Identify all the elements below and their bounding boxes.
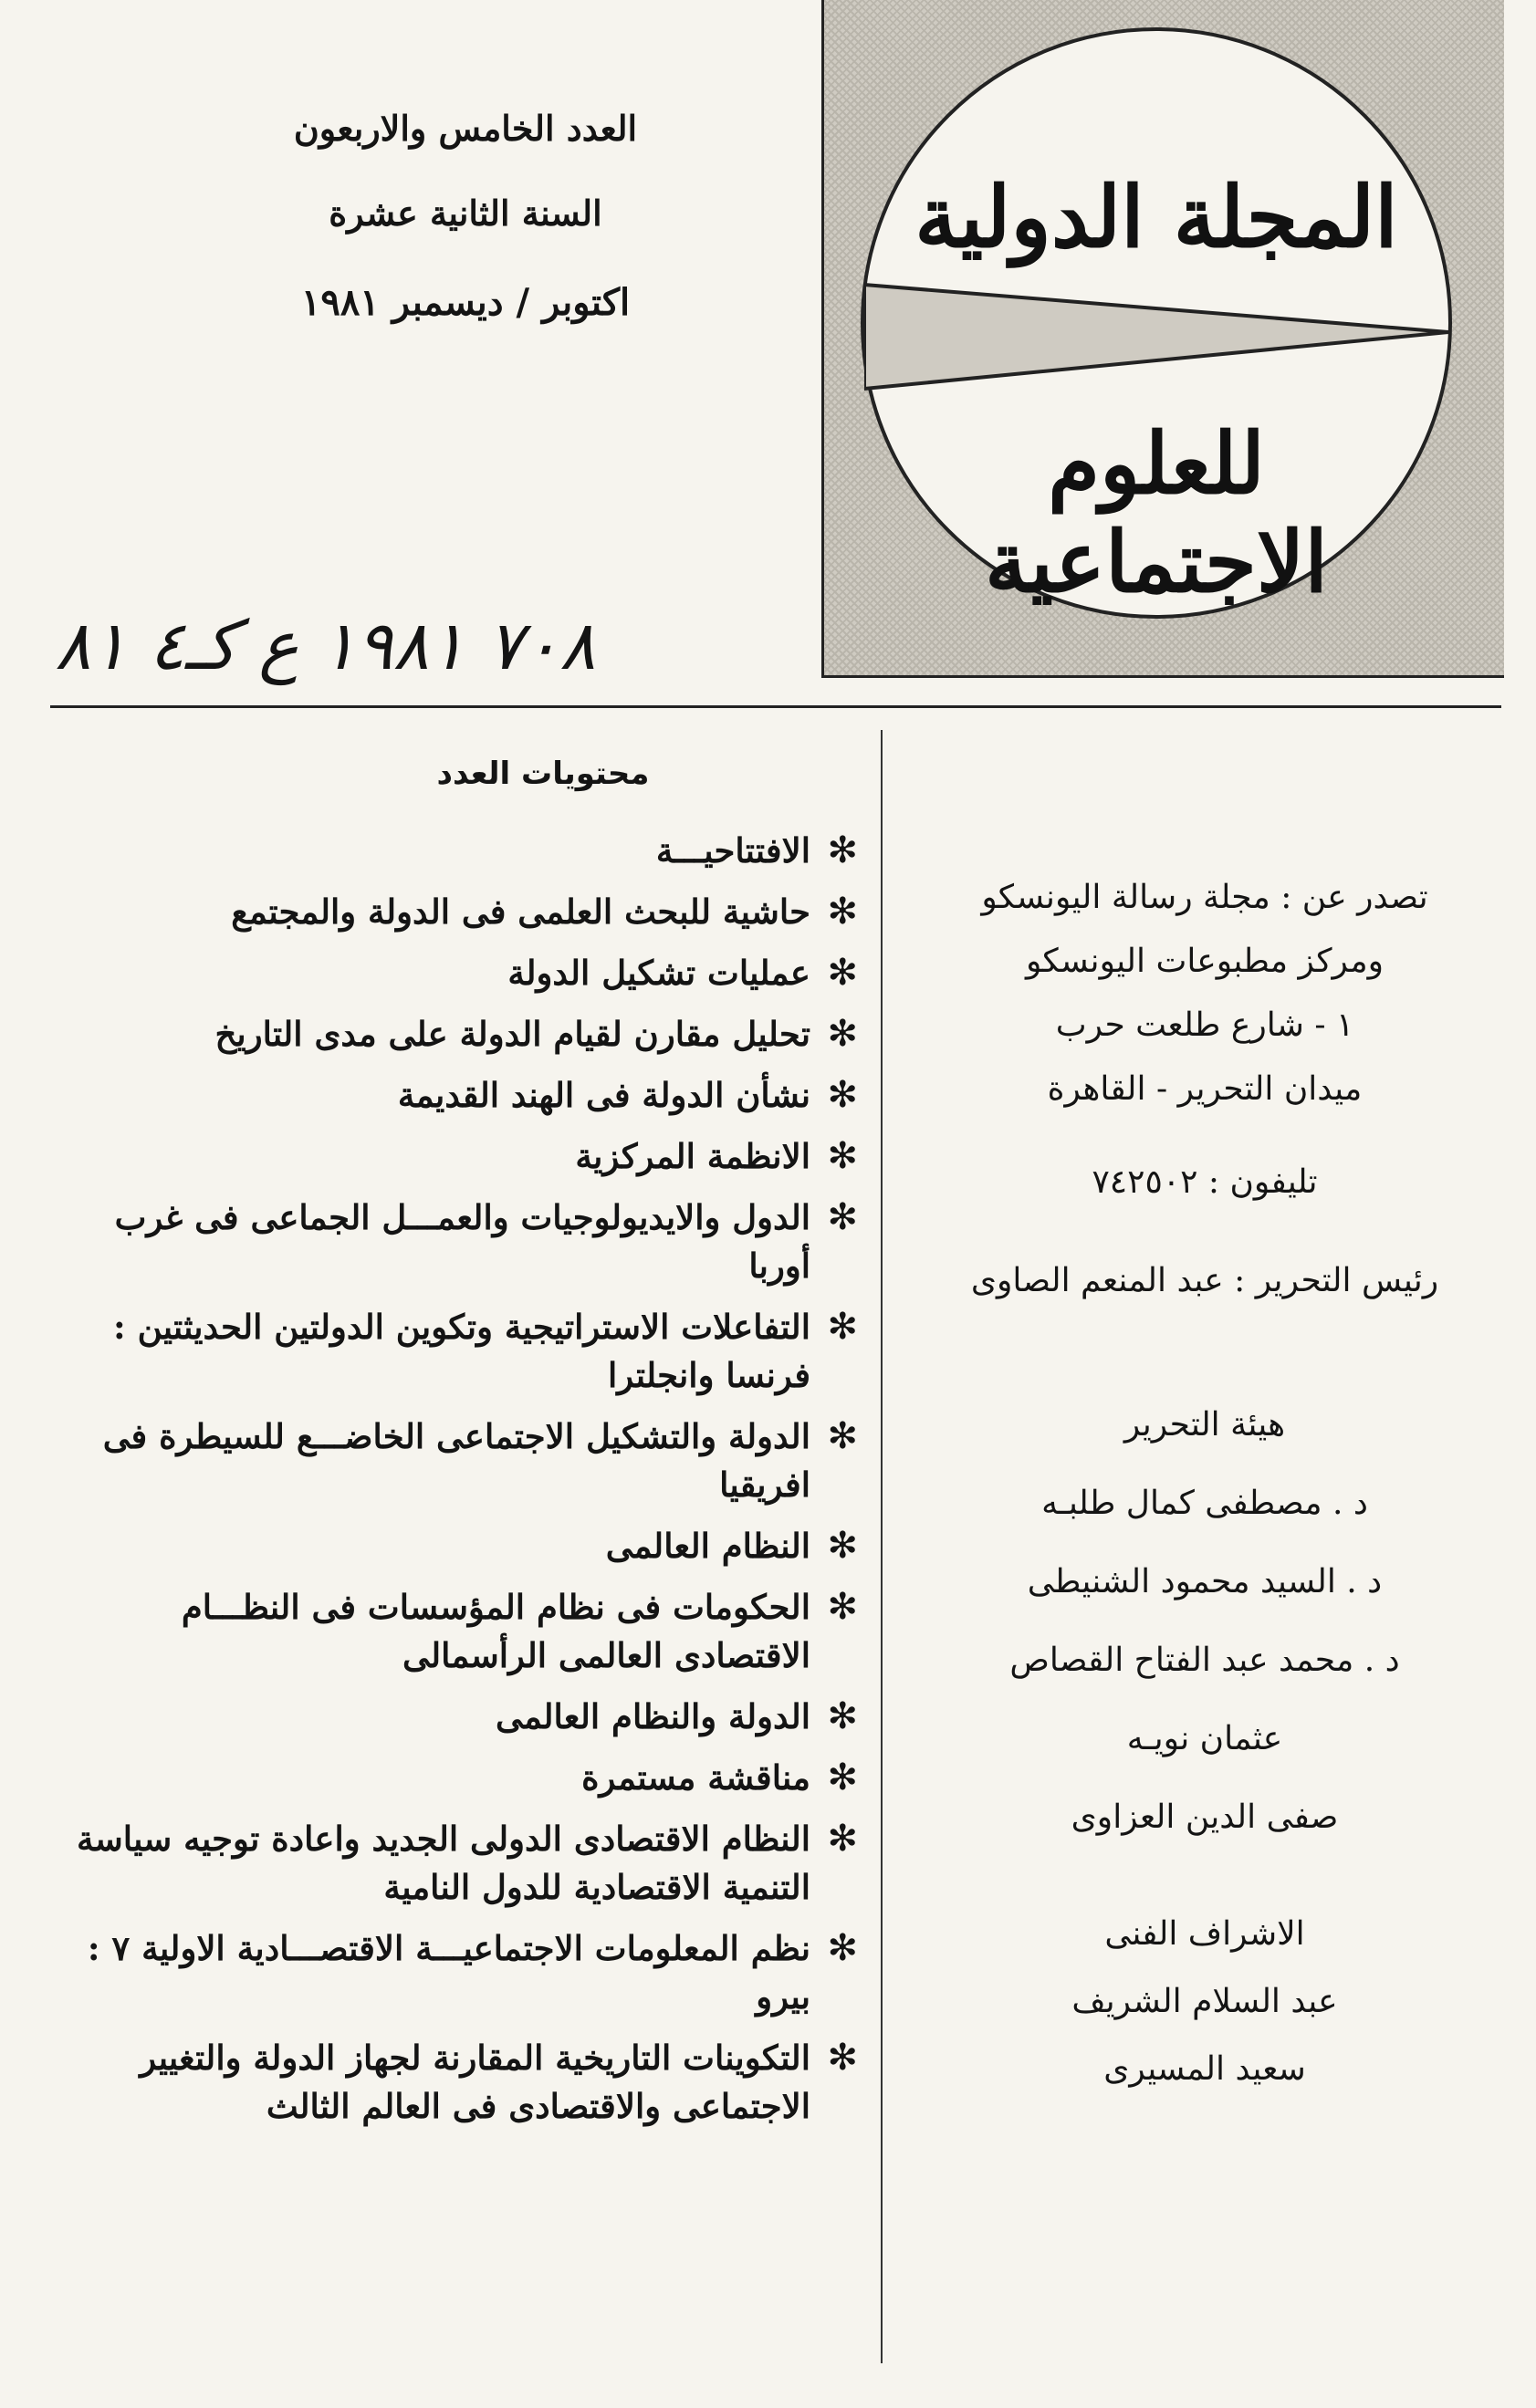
asterisk-bullet-icon: ✻	[827, 1415, 858, 1457]
editorial-board-title: هيئة التحرير	[1123, 1406, 1286, 1444]
masthead-disc	[861, 27, 1452, 619]
publisher-line: ومركز مطبوعات اليونسكو	[1025, 943, 1384, 980]
contents-item-text: النظام الاقتصادى الدولى الجديد واعادة توجيه سياسة التنمية الاقتصادية للدول النامية	[76, 1819, 810, 1907]
list-item	[55, 2034, 858, 2131]
publisher-phone: تليفون : ٧٤٢٥٠٢	[1092, 1163, 1318, 1201]
publisher-address-line: ١ - شارع طلعت حرب	[1055, 1006, 1354, 1044]
board-member: د . مصطفى كمال طلبـه	[1041, 1485, 1368, 1522]
contents-item-text: نظم المعلومات الاجتماعيـــة الاقتصـــادية الاولية ٧ : بيرو	[87, 1928, 810, 2017]
contents-item-text: نشأن الدولة فى الهند القديمة	[397, 1075, 810, 1115]
handwritten-catalog-code: ٧٠٨ ١٩٨١ ع كـ٤ ٨١	[55, 607, 596, 685]
list-item	[55, 1522, 858, 1570]
publisher-address-line: ميدان التحرير - القاهرة	[1047, 1070, 1363, 1108]
issue-number: العدد الخامس والاربعون	[293, 108, 638, 149]
publisher-block	[922, 876, 1488, 1111]
column-divider	[881, 730, 883, 2363]
asterisk-bullet-icon: ✻	[827, 2037, 858, 2079]
contents-item-text: تحليل مقارن لقيام الدولة على مدى التاريخ	[214, 1014, 810, 1054]
contents-item-text: التكوينات التاريخية المقارنة لجهاز الدولة والتغيير الاجتماعى والاقتصادى فى العالم الثالث	[140, 2038, 810, 2126]
asterisk-bullet-icon: ✻	[827, 1074, 858, 1116]
contents-item-text: عمليات تشكيل الدولة	[507, 953, 810, 993]
publisher-line: تصدر عن : مجلة رسالة اليونسكو	[981, 879, 1428, 916]
technical-member: عبد السلام الشريف	[1071, 1983, 1338, 2020]
asterisk-bullet-icon: ✻	[827, 1135, 858, 1177]
issue-year: السنة الثانية عشرة	[329, 193, 602, 234]
list-item	[55, 1754, 858, 1802]
contents-title: محتويات العدد	[436, 756, 650, 792]
board-member: د . السيد محمود الشنيطى	[1027, 1563, 1383, 1600]
technical-member: سعيد المسيرى	[1103, 2050, 1306, 2088]
contents-item-text: الانظمة المركزية	[575, 1136, 810, 1176]
issue-date: اكتوبر / ديسمبر ١٩٨١	[300, 281, 631, 324]
technical-supervision	[922, 1913, 1488, 2091]
contents-item-text: الدول والايديولوجيات والعمـــل الجماعى فى غرب أوربا	[114, 1197, 810, 1286]
list-item	[55, 1412, 858, 1509]
asterisk-bullet-icon: ✻	[827, 1586, 858, 1628]
masthead	[821, 0, 1504, 678]
list-item	[55, 1194, 858, 1290]
table-of-contents	[55, 748, 858, 2143]
contents-item-text: الافتتاحيـــة	[655, 830, 810, 870]
list-item	[55, 949, 858, 997]
asterisk-bullet-icon: ✻	[827, 1818, 858, 1860]
issue-info	[183, 108, 748, 324]
list-item	[55, 1010, 858, 1058]
asterisk-bullet-icon: ✻	[827, 1196, 858, 1238]
masthead-wedge-graphic	[864, 277, 1448, 396]
asterisk-bullet-icon: ✻	[827, 1525, 858, 1567]
contents-item-text: الحكومات فى نظام المؤسسات فى النظـــام الاقتصادى العالمى الرأسمالى	[181, 1587, 810, 1675]
contents-item-text: النظام العالمى	[605, 1526, 810, 1566]
list-item	[55, 888, 858, 936]
contents-list	[55, 827, 858, 2131]
masthead-title-line1: المجلة الدولية	[914, 168, 1398, 266]
contents-item-text: الدولة والتشكيل الاجتماعى الخاضـــع للسيطرة فى افريقيا	[102, 1416, 810, 1505]
asterisk-bullet-icon: ✻	[827, 952, 858, 994]
asterisk-bullet-icon: ✻	[827, 1695, 858, 1737]
horizontal-divider	[50, 705, 1501, 708]
board-member: عثمان نويـه	[1126, 1720, 1283, 1757]
list-item	[55, 1693, 858, 1741]
technical-supervision-title: الاشراف الفنى	[1104, 1915, 1305, 1953]
list-item	[55, 1132, 858, 1181]
list-item	[55, 1071, 858, 1120]
board-member: صفى الدين العزاوى	[1071, 1798, 1339, 1836]
editor-in-chief: رئيس التحرير : عبد المنعم الصاوى	[970, 1262, 1439, 1299]
asterisk-bullet-icon: ✻	[827, 829, 858, 871]
asterisk-bullet-icon: ✻	[827, 891, 858, 933]
board-member: د . محمد عبد الفتاح القصاص	[1009, 1642, 1400, 1679]
list-item	[55, 827, 858, 875]
list-item	[55, 1815, 858, 1912]
contents-item-text: الدولة والنظام العالمى	[495, 1696, 810, 1736]
editorial-board	[922, 1403, 1488, 1840]
contents-item-text: مناقشة مستمرة	[581, 1757, 810, 1798]
list-item	[55, 1303, 858, 1400]
asterisk-bullet-icon: ✻	[827, 1756, 858, 1798]
contents-item-text: التفاعلات الاستراتيجية وتكوين الدولتين الحديثتين : فرنسا وانجلترا	[113, 1307, 810, 1395]
masthead-title-line2: للعلوم الاجتماعية	[985, 414, 1328, 611]
publication-details	[922, 876, 1488, 2115]
asterisk-bullet-icon: ✻	[827, 1927, 858, 1969]
contents-item-text: حاشية للبحث العلمى فى الدولة والمجتمع	[231, 891, 810, 932]
list-item	[55, 1924, 858, 2021]
asterisk-bullet-icon: ✻	[827, 1306, 858, 1348]
list-item	[55, 1583, 858, 1680]
asterisk-bullet-icon: ✻	[827, 1013, 858, 1055]
